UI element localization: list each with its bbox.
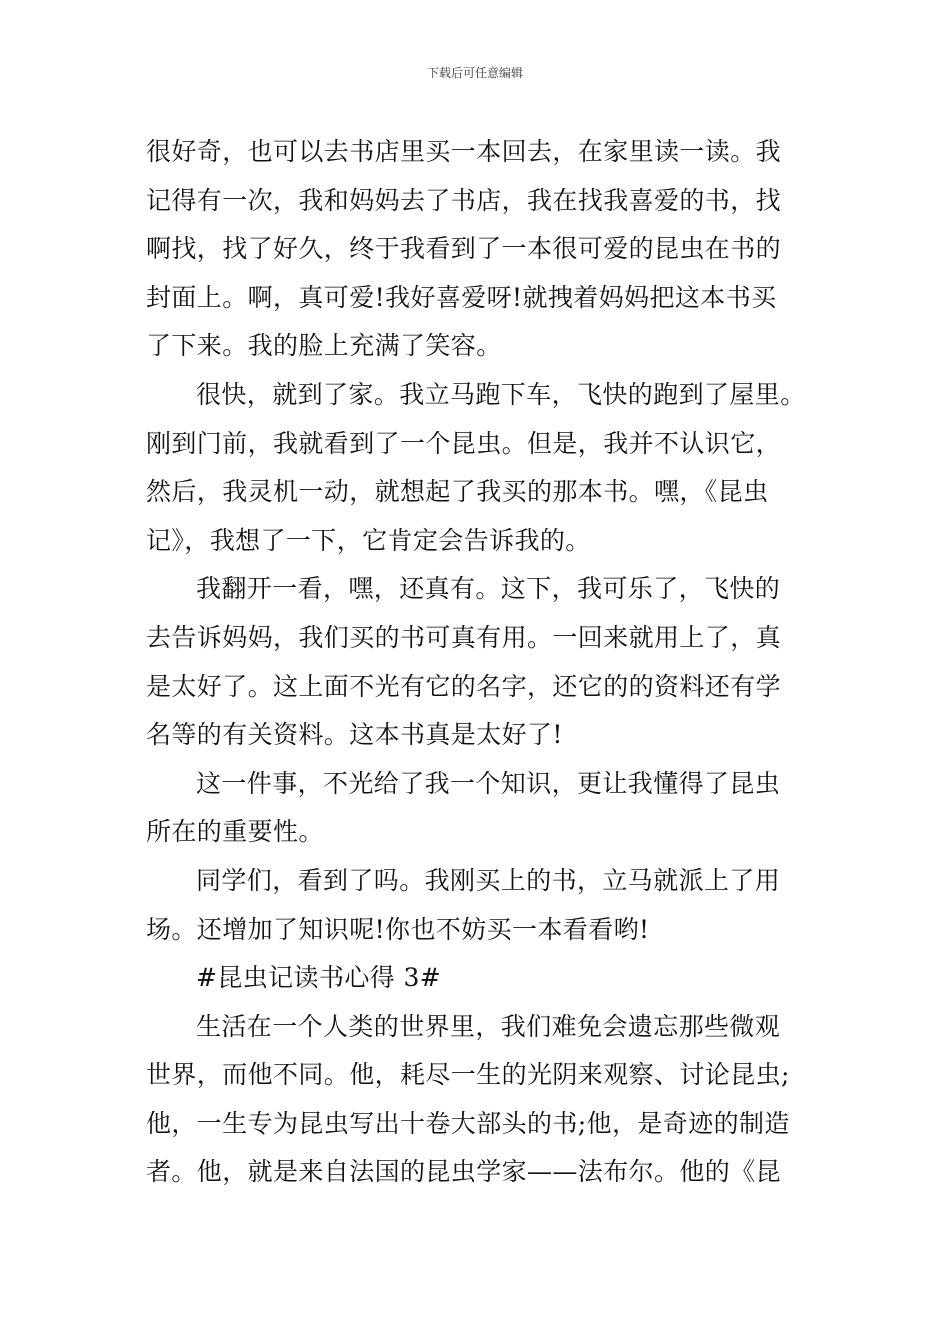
text-line: 记得有一次，我和妈妈去了书店，我在找我喜爱的书，找 xyxy=(146,185,782,215)
text-line: 者。他，就是来自法国的昆虫学家——法布尔。他的《昆 xyxy=(146,1157,782,1187)
text-line: 这一件事，不光给了我一个知识，更让我懂得了昆虫 xyxy=(196,768,781,798)
text-line: 生活在一个人类的世界里，我们难免会遗忘那些微观 xyxy=(196,1011,781,1041)
text-line: 他，一生专为昆虫写出十卷大部头的书;他，是奇迹的制造 xyxy=(146,1108,790,1138)
text-line: 刚到门前，我就看到了一个昆虫。但是，我并不认识它， xyxy=(146,428,782,458)
text-line: 很好奇，也可以去书店里买一本回去，在家里读一读。我 xyxy=(146,137,782,166)
text-line: 名等的有关资料。这本书真是太好了! xyxy=(146,720,563,750)
paragraph xyxy=(146,857,818,954)
document-body xyxy=(146,128,818,1197)
text-line: 很快，就到了家。我立马跑下车，飞快的跑到了屋里。 xyxy=(196,379,806,409)
text-line: 我翻开一看，嘿，还真有。这下，我可乐了，飞快的 xyxy=(196,574,781,604)
text-line: 封面上。啊，真可爱!我好喜爱呀!就拽着妈妈把这本书买 xyxy=(146,282,777,312)
section-heading xyxy=(146,954,818,1003)
text-line: 世界，而他不同。他，耗尽一生的光阴来观察、讨论昆虫; xyxy=(146,1060,790,1090)
paragraph xyxy=(146,1003,818,1197)
paragraph xyxy=(146,565,818,759)
page-header: 下载后可任意编辑 xyxy=(426,66,523,80)
paragraph xyxy=(146,128,818,371)
text-line: 同学们，看到了吗。我刚买上的书，立马就派上了用 xyxy=(196,865,781,895)
text-line: 场。还增加了知识呢!你也不妨买一本看看哟! xyxy=(146,914,650,944)
text-line: 去告诉妈妈，我们买的书可真有用。一回来就用上了，真 xyxy=(146,622,782,652)
text-line: 啊找，找了好久，终于我看到了一本很可爱的昆虫在书的 xyxy=(146,234,782,264)
text-line: 所在的重要性。 xyxy=(146,817,324,847)
paragraph xyxy=(146,760,818,857)
text-line: 了下来。我的脸上充满了笑容。 xyxy=(146,331,502,361)
text-line: 记》，我想了一下，它肯定会告诉我的。 xyxy=(146,525,591,555)
paragraph xyxy=(146,371,818,565)
text-line: 是太好了。这上面不光有它的名字，还它的的资料还有学 xyxy=(146,671,782,701)
text-line: 然后，我灵机一动，就想起了我买的那本书。嘿，《昆虫 xyxy=(146,477,769,507)
text-line: #昆虫记读书心得 3# xyxy=(196,963,442,993)
